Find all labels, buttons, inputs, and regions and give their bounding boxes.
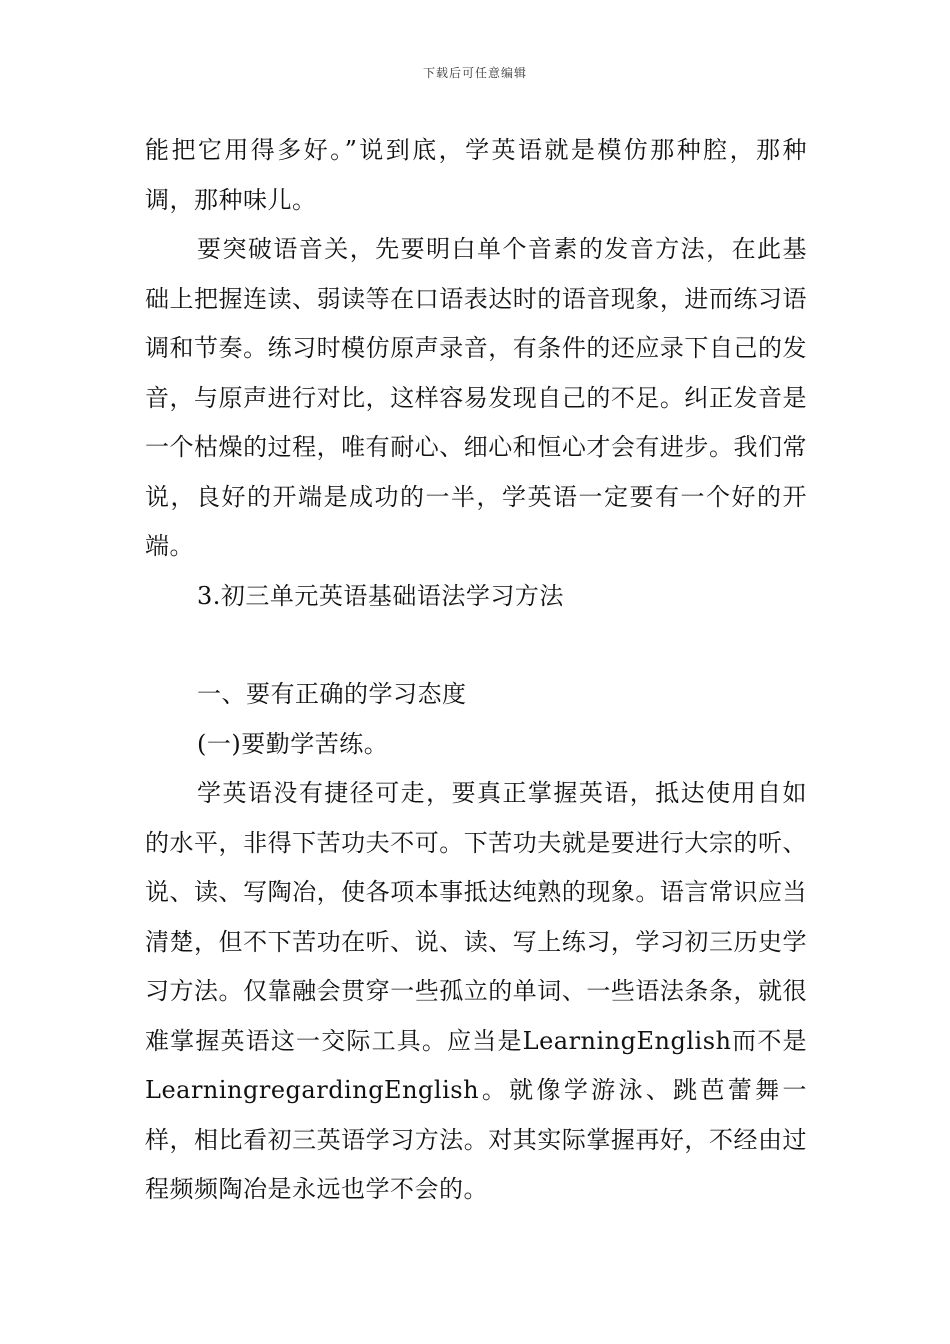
- subheading-attitude: 一、要有正确的学习态度: [197, 680, 467, 708]
- subheading-practice: (一)要勤学苦练。: [197, 729, 389, 758]
- paragraph-continuation: 能把它用得多好。”说到底，学英语就是模仿那种腔，那种调，那种味儿。: [145, 136, 807, 214]
- document-body: [145, 126, 807, 1215]
- section-heading: 3.初三单元英语基础语法学习方法: [197, 581, 564, 610]
- paragraph-pronunciation: 要突破语音关，先要明白单个音素的发音方法，在此基础上把握连读、弱读等在口语表达时的语音现象，进而练习语调和节奏。练习时模仿原声录音，有条件的还应录下自己的发音，与原声进行对比，这样容易发现自己的不足。纠正发音是一个枯燥的过程，唯有耐心、细心和恒心才会有进步。我们常说，良好的开端是成功的一半，学英语一定要有一个好的开端。: [145, 235, 807, 560]
- page-header: 下载后可任意编辑: [422, 66, 527, 80]
- paragraph-practice: 学英语没有捷径可走，要真正掌握英语，抵达使用自如的水平，非得下苦功夫不可。下苦功夫就是要进行大宗的听、说、读、写陶冶，使各项本事抵达纯熟的现象。语言常识应当清楚，但不下苦功在听、说、读、写上练习，学习初三历史学习方法。仅靠融会贯穿一些孤立的单词、一些语法条条，就很难掌握英语这一交际工具。应当是LearningEnglish而不是LearningregardingEnglish。就像学游泳、跳芭蕾舞一样，相比看初三英语学习方法。对其实际掌握再好，不经由过程频频陶冶是永远也学不会的。: [145, 779, 807, 1203]
